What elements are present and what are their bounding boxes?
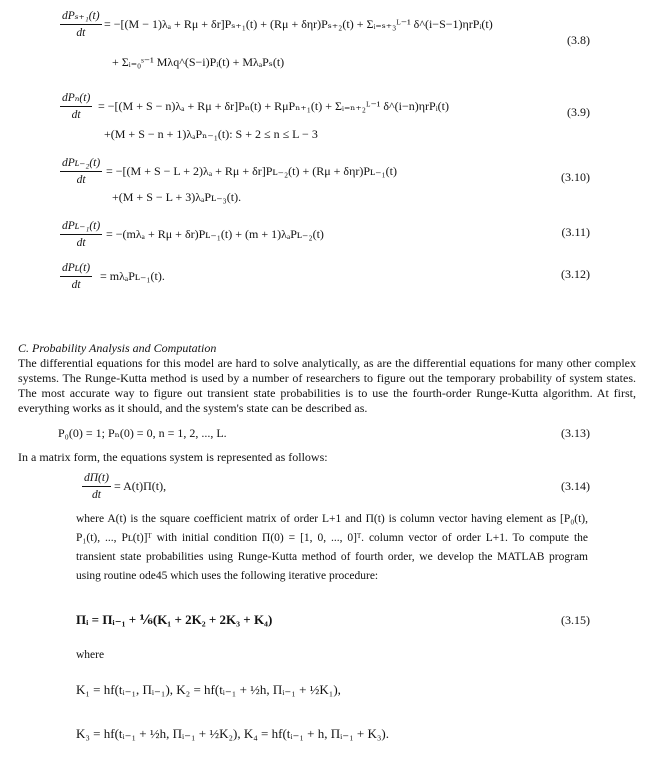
fraction-denominator: dt bbox=[91, 489, 101, 501]
section-heading: C. Probability Analysis and Computation bbox=[18, 341, 217, 355]
equation-line: = −(mλₐ + Rμ + δr)Pʟ₋₁(t) + (m + 1)λₐPʟ₋₂(t) bbox=[106, 227, 324, 241]
equation-line: P₀(0) = 1; Pₙ(0) = 0, n = 1, 2, ..., L. bbox=[58, 426, 227, 440]
equation-line: = A(t)Π(t), bbox=[114, 479, 167, 493]
fraction-numerator: dPₛ₊₁(t) bbox=[60, 8, 102, 25]
equation-line: = −[(M − 1)λₐ + Rμ + δr]Pₛ₊₁(t) + (Rμ + δηr)Pₛ₊₂(t) + Σᵢ₌ₛ₊₃ᴸ⁻¹ δ^(i−S−1)ηrPᵢ(t) bbox=[104, 17, 493, 31]
fraction-denominator: dt bbox=[71, 279, 81, 291]
fraction-numerator: dPʟ(t) bbox=[60, 260, 92, 277]
derivative-fraction bbox=[60, 260, 92, 293]
paragraph: The differential equations for this model are hard to solve analytically, as are the differential equations for many other complex systems. The Runge-Kutta method is used by a number of researchers to figure out the temporary probability of system states. The most accurate way to figure out transient state probabilities is to use the fourth-order Runge-Kutta algorithm. At first, everything works as it should, and the system's state can be described as. bbox=[18, 356, 636, 415]
fraction-denominator: dt bbox=[76, 174, 86, 186]
paragraph: where A(t) is the square coefficient matrix of order L+1 and Π(t) is column vector having element as [P₀(t), P₁(t), ..., Pʟ(t)]ᵀ with initial condition Π(0) = [1, 0, ..., 0]ᵀ. column vector of order L+1. To compute the transient state probabilities using Runge-Kutta method of fourth order, we develop the MATLAB program using routine ode45 which uses the following iterative procedure: bbox=[76, 513, 588, 582]
equation-line: Πᵢ = Πᵢ₋₁ + ⅙(K₁ + 2K₂ + 2K₃ + K₄) bbox=[76, 612, 273, 627]
equation-number: (3.14) bbox=[561, 479, 590, 493]
derivative-fraction bbox=[60, 8, 102, 41]
derivative-fraction bbox=[82, 470, 111, 503]
equation-number: (3.12) bbox=[561, 267, 590, 281]
derivative-fraction bbox=[60, 90, 92, 123]
equation-line: K₁ = hf(tᵢ₋₁, Πᵢ₋₁), K₂ = hf(tᵢ₋₁ + ½h, Πᵢ₋₁ + ½K₁), bbox=[76, 682, 341, 697]
equation-number: (3.13) bbox=[561, 426, 590, 440]
equation-line: +(M + S − n + 1)λₐPₙ₋₁(t): S + 2 ≤ n ≤ L − 3 bbox=[104, 127, 318, 141]
equation-number: (3.15) bbox=[561, 613, 590, 627]
fraction-numerator: dPʟ₋₁(t) bbox=[60, 218, 102, 235]
fraction-denominator: dt bbox=[76, 27, 86, 39]
fraction-numerator: dPₙ(t) bbox=[60, 90, 92, 107]
fraction-numerator: dΠ(t) bbox=[82, 470, 111, 487]
equation-line: + Σᵢ₌₀ˢ⁻¹ Mλq^(S−i)Pᵢ(t) + MλₐPₛ(t) bbox=[112, 55, 285, 69]
derivative-fraction bbox=[60, 155, 102, 188]
equation-line: +(M + S − L + 3)λₐPʟ₋₃(t). bbox=[112, 190, 242, 204]
equation-line: K₃ = hf(tᵢ₋₁ + ½h, Πᵢ₋₁ + ½K₂), K₄ = hf(tᵢ₋₁ + h, Πᵢ₋₁ + K₃). bbox=[76, 726, 389, 741]
equation-line: = −[(M + S − L + 2)λₐ + Rμ + δr]Pʟ₋₂(t) + (Rμ + δηr)Pʟ₋₁(t) bbox=[106, 164, 398, 178]
equation-number: (3.11) bbox=[561, 225, 590, 239]
equation-line: = −[(M + S − n)λₐ + Rμ + δr]Pₙ(t) + RμPₙ₊₁(t) + Σᵢ₌ₙ₊₂ᴸ⁻¹ δ^(i−n)ηrPᵢ(t) bbox=[98, 99, 449, 113]
equation-number: (3.8) bbox=[567, 33, 590, 47]
fraction-denominator: dt bbox=[71, 109, 81, 121]
fraction-denominator: dt bbox=[76, 237, 86, 249]
equation-line: = mλₐPʟ₋₁(t). bbox=[100, 269, 165, 283]
equation-number: (3.9) bbox=[567, 105, 590, 119]
where-label: where bbox=[76, 649, 105, 661]
paragraph: In a matrix form, the equations system is represented as follows: bbox=[18, 450, 328, 464]
fraction-numerator: dPʟ₋₂(t) bbox=[60, 155, 102, 172]
equation-number: (3.10) bbox=[561, 170, 590, 184]
derivative-fraction bbox=[60, 218, 102, 251]
